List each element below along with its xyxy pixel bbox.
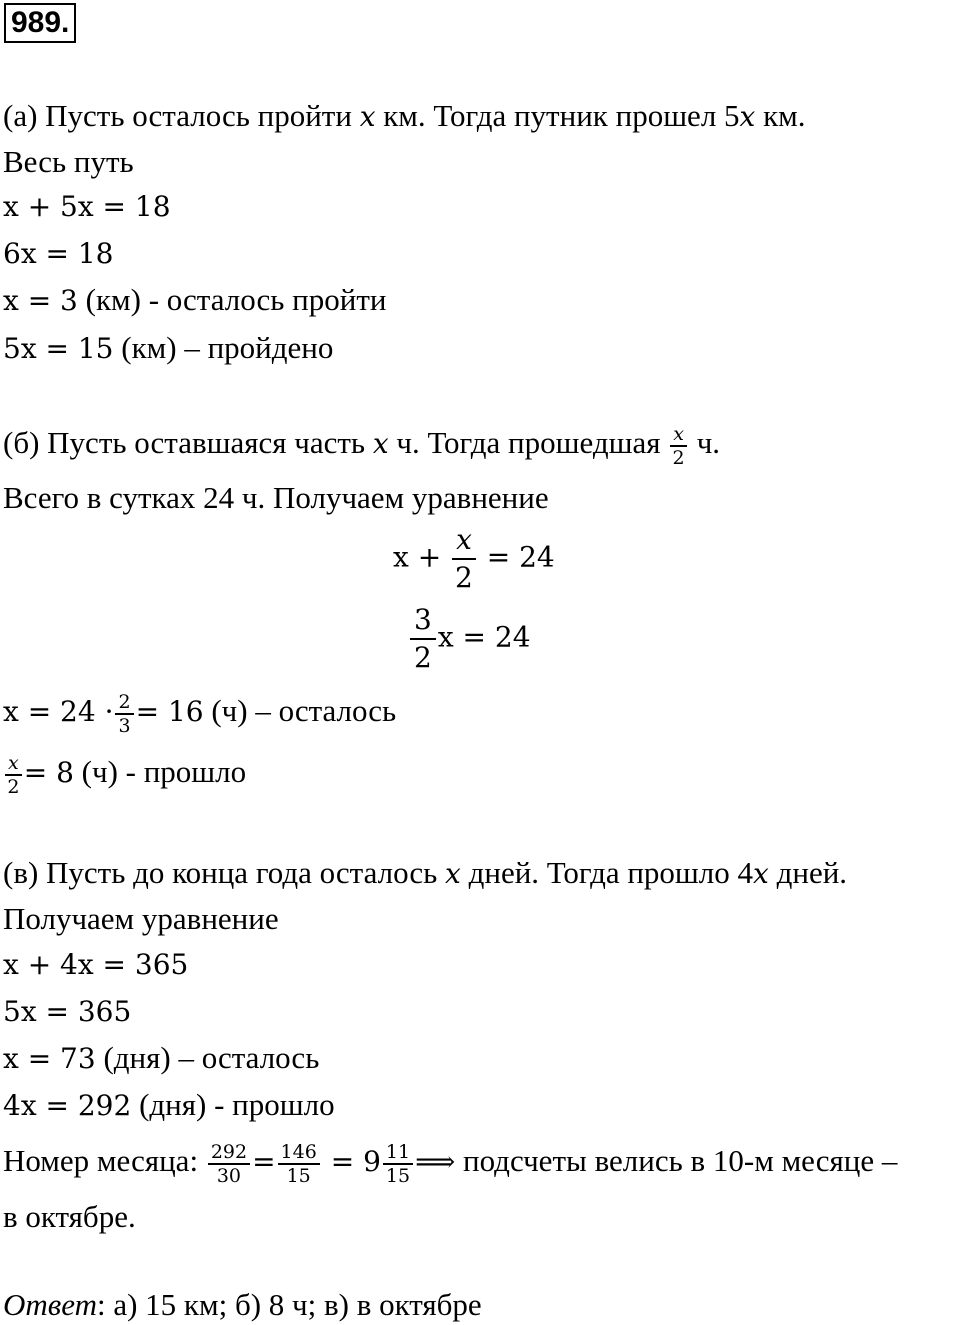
part-c-eq4-text: (дня) - прошло xyxy=(131,1087,335,1122)
answer-line xyxy=(3,1287,482,1323)
part-c-equation-2: 5x = 365 xyxy=(3,995,132,1028)
part-c-eq3-math: x = 73 xyxy=(3,1042,96,1075)
fraction-x-over-2: $\frac{x}{2}$ xyxy=(5,752,22,798)
part-a-line2: Весь путь xyxy=(3,144,134,179)
equals-sign: = xyxy=(252,1145,276,1178)
part-b-eq4-text: (ч) - прошло xyxy=(73,754,247,789)
part-a-equation-1: x + 5x = 18 xyxy=(3,190,171,223)
part-a-eq3-math: x = 3 xyxy=(3,284,78,317)
answer-text: : а) 15 км; б) 8 ч; в) в октябре xyxy=(96,1287,482,1322)
part-c-eq4-math: 4x = 292 xyxy=(3,1089,132,1122)
part-a-eq4-math: 5x = 15 xyxy=(3,332,114,365)
part-c-intro-text-1: (в) Пусть до конца года осталось xyxy=(3,855,446,890)
part-c-eq3-text: (дня) – осталось xyxy=(95,1040,320,1075)
implies-arrow-icon: ⟹ xyxy=(415,1145,456,1178)
variable-x: x xyxy=(359,100,376,133)
problem-number: 989. xyxy=(4,3,76,43)
part-a-equation-4 xyxy=(3,330,333,367)
fraction-3-over-2: $\frac{3}{2}$ xyxy=(410,602,436,676)
fraction-292-over-30: $\frac{292}{30}$ xyxy=(208,1141,250,1187)
answer-label: Ответ xyxy=(3,1287,97,1322)
fraction-11-over-15: $\frac{11}{15}$ xyxy=(383,1141,413,1187)
month-conclusion-text: подсчеты велись в 10-м месяце – xyxy=(455,1143,898,1178)
variable-x: x xyxy=(753,857,769,890)
variable-x: x xyxy=(445,857,461,890)
part-c-intro xyxy=(3,855,847,892)
part-b-eq3-left: x = 24 · xyxy=(3,695,114,728)
part-b-intro xyxy=(3,423,720,469)
part-a-intro-text-1: (а) Пусть осталось пройти xyxy=(3,98,360,133)
part-b-intro-text-1: (б) Пусть оставшаяся часть xyxy=(3,425,373,461)
equals-sign: = xyxy=(321,1145,364,1178)
part-b-intro-text-3: ч. xyxy=(688,425,721,461)
fraction-x-over-2: $\frac{x}{2}$ xyxy=(452,522,476,596)
part-b-eq3-right: = 16 xyxy=(135,695,204,728)
part-a-eq3-text: (км) - осталось пройти xyxy=(77,282,387,317)
part-c-line2: Получаем уравнение xyxy=(3,901,279,936)
fraction-2-over-3: $\frac{2}{3}$ xyxy=(115,691,133,737)
part-a-equation-3 xyxy=(3,282,386,319)
part-b-eq3-text: (ч) – осталось xyxy=(203,693,397,728)
part-b-intro-text-2: ч. Тогда прошедшая xyxy=(388,425,669,461)
part-c-month-line xyxy=(3,1136,897,1187)
part-a-intro xyxy=(3,98,806,135)
part-b-eq4-right: = 8 xyxy=(23,756,74,789)
month-label: Номер месяца: xyxy=(3,1143,206,1178)
part-a-equation-2: 6x = 18 xyxy=(3,237,114,270)
part-b-eq2-right: x = 24 xyxy=(437,620,531,654)
mixed-number-whole: 9 xyxy=(363,1145,381,1178)
part-a-intro-text-2: км. Тогда путник прошел 5 xyxy=(375,98,740,133)
part-b-equation-2 xyxy=(408,602,531,676)
part-c-equation-3 xyxy=(3,1040,319,1077)
part-c-equation-1: x + 4x = 365 xyxy=(3,948,189,981)
fraction-x-over-2: $\frac{x}{2}$ xyxy=(670,423,687,469)
part-b-equation-4 xyxy=(3,747,246,798)
part-b-eq1-left: x + xyxy=(393,540,451,574)
part-b-line2: Всего в сутках 24 ч. Получаем уравнение xyxy=(3,480,549,515)
part-c-intro-text-3: дней. xyxy=(768,855,848,890)
part-a-eq4-text: (км) – пройдено xyxy=(113,330,334,365)
part-c-month-line-2: в октябре. xyxy=(3,1199,136,1234)
part-b-eq1-right: = 24 xyxy=(477,540,555,574)
part-b-equation-1 xyxy=(393,522,555,596)
part-c-equation-4 xyxy=(3,1087,335,1124)
fraction-146-over-15: $\frac{146}{15}$ xyxy=(278,1141,320,1187)
part-b-equation-3 xyxy=(3,686,396,737)
variable-x: x xyxy=(739,100,756,133)
variable-x: x xyxy=(372,427,389,461)
part-c-intro-text-2: дней. Тогда прошло 4 xyxy=(460,855,754,890)
part-a-intro-text-3: км. xyxy=(755,98,806,133)
